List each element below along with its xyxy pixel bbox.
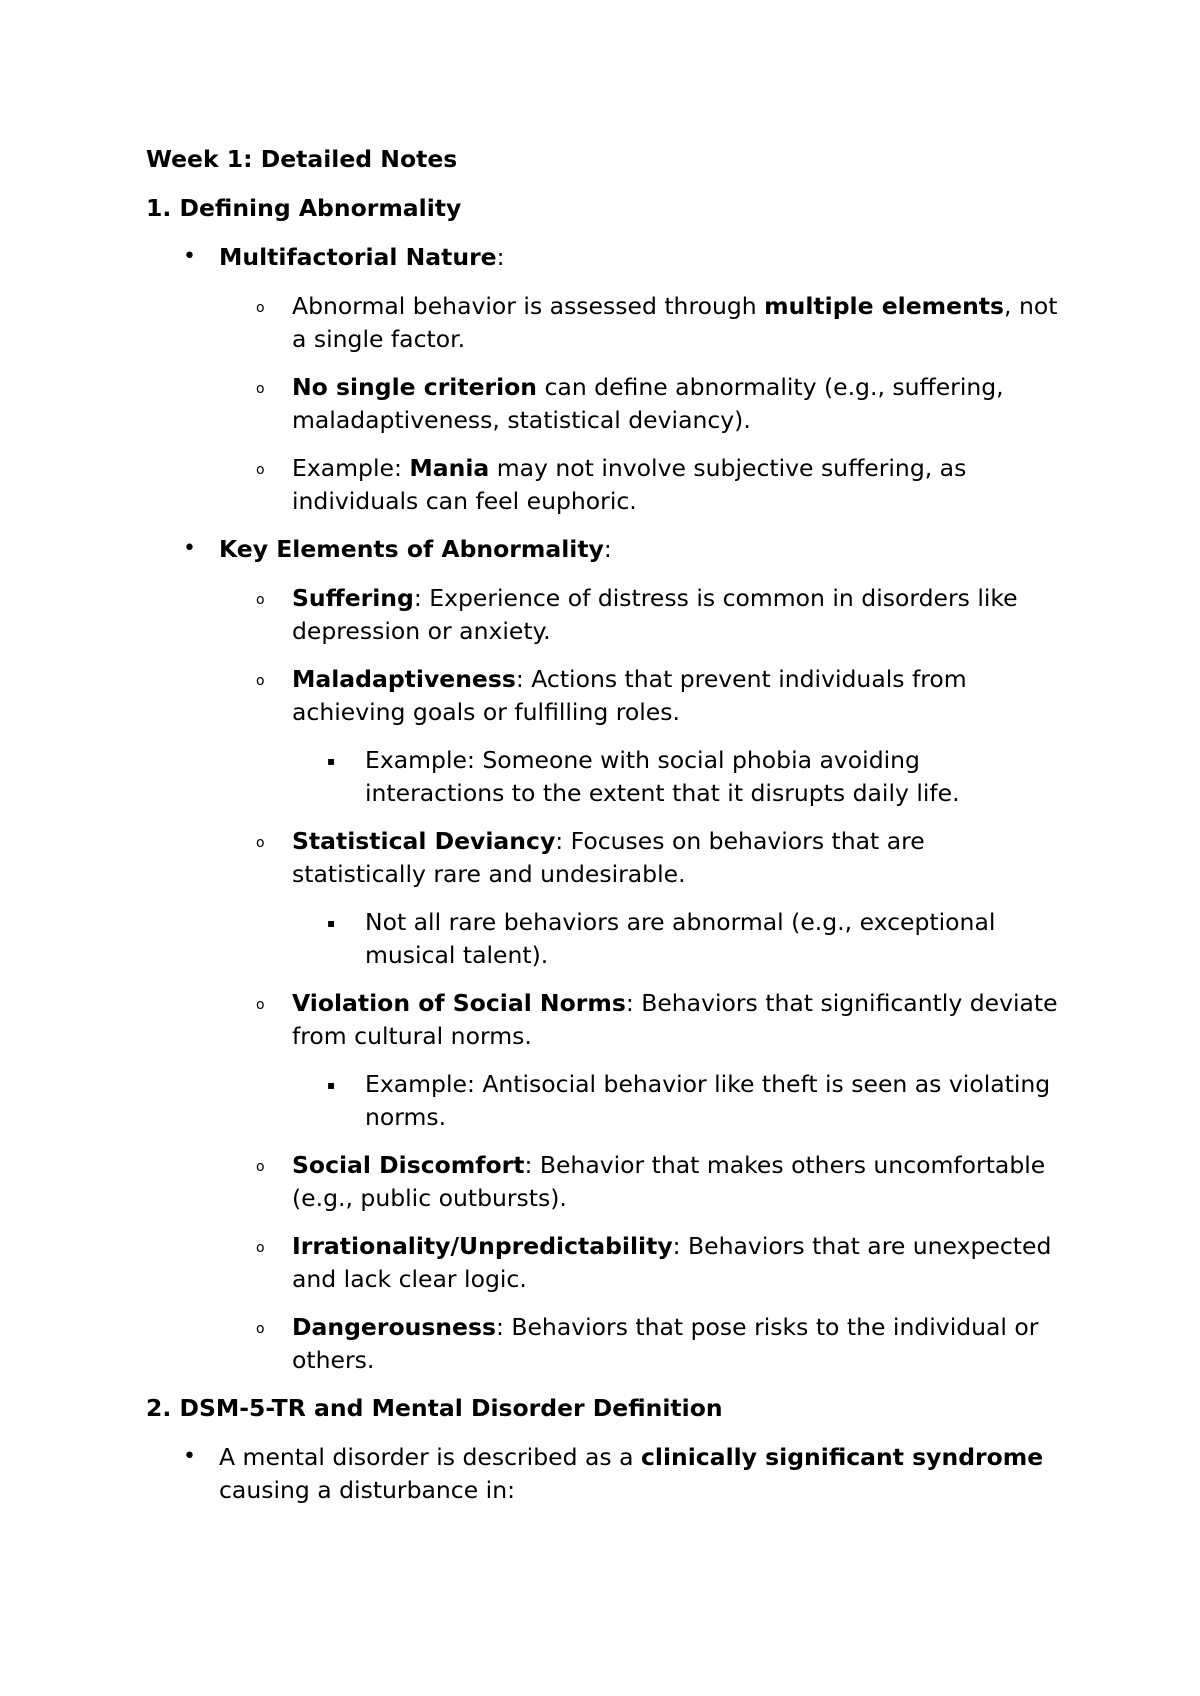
item-bold-text: Mania <box>409 454 490 482</box>
item-text: : Behaviors that pose risks to the individual or others. <box>292 1313 1039 1374</box>
document-title: Week 1: Detailed Notes <box>146 145 458 173</box>
section-heading-2: 2. DSM-5-TR and Mental Disorder Definition <box>146 1394 723 1422</box>
list-item <box>327 906 1055 971</box>
circle-marker: o <box>256 381 265 397</box>
list-item <box>327 744 1055 809</box>
item-bold-text: Suffering <box>292 584 414 612</box>
circle-marker: o <box>256 1321 265 1337</box>
list-item <box>327 1068 1055 1133</box>
item-text: Example: Someone with social phobia avoiding interactions to the extent that it disrupts daily life. <box>365 746 960 807</box>
item-bold-text: clinically significant syndrome <box>640 1443 1044 1471</box>
bullet-marker: • <box>183 244 196 269</box>
item-bold-text: Violation of Social Norms <box>292 989 626 1017</box>
square-marker: ▪ <box>327 754 336 768</box>
item-label: Multifactorial Nature <box>219 243 497 271</box>
list-item <box>256 371 1062 436</box>
circle-marker: o <box>256 1240 265 1256</box>
item-text: : Behaviors that are unexpected and lack clear logic. <box>292 1232 1052 1293</box>
list-item <box>256 663 1062 728</box>
item-bold-text: Maladaptiveness <box>292 665 516 693</box>
item-bold-text: Dangerousness <box>292 1313 496 1341</box>
item-text: Abnormal behavior is assessed through <box>292 292 765 320</box>
item-suffix: : <box>603 535 612 563</box>
list-item <box>256 290 1062 355</box>
item-bold-text: Irrationality/Unpredictability <box>292 1232 673 1260</box>
bullet-marker: • <box>183 536 196 561</box>
item-text: : Behaviors that significantly deviate from cultural norms. <box>292 989 1058 1050</box>
list-item <box>256 1149 1062 1214</box>
list-item <box>256 582 1062 647</box>
item-bold-text: No single criterion <box>292 373 538 401</box>
item-suffix: : <box>496 243 505 271</box>
list-item <box>183 241 1059 274</box>
list-item <box>256 452 1062 517</box>
circle-marker: o <box>256 462 265 478</box>
square-marker: ▪ <box>327 916 336 930</box>
section-heading-1: 1. Defining Abnormality <box>146 194 462 222</box>
item-text: causing a disturbance in: <box>219 1475 515 1504</box>
circle-marker: o <box>256 835 265 851</box>
item-text: can define abnormality (e.g., suffering, maladaptiveness, statistical deviancy). <box>292 373 1004 434</box>
list-item <box>256 987 1062 1052</box>
item-text: : Behavior that makes others uncomfortable (e.g., public outbursts). <box>292 1151 1046 1212</box>
item-text: : Actions that prevent individuals from achieving goals or fulfilling roles. <box>292 665 967 726</box>
circle-marker: o <box>256 997 265 1013</box>
item-text: : Experience of distress is common in disorders like depression or anxiety. <box>292 584 1018 645</box>
item-bold-text: Statistical Deviancy <box>292 827 556 855</box>
item-text: Example: <box>292 454 410 482</box>
item-text: may not involve subjective suffering, as individuals can feel euphoric. <box>292 454 967 515</box>
square-marker: ▪ <box>327 1078 336 1092</box>
circle-marker: o <box>256 592 265 608</box>
bullet-marker: • <box>183 1444 196 1469</box>
item-text: , not a single factor. <box>292 292 1058 353</box>
list-item <box>256 1230 1062 1295</box>
list-item <box>256 825 1062 890</box>
item-text: Example: Antisocial behavior like theft is seen as violating norms. <box>365 1070 1051 1131</box>
circle-marker: o <box>256 300 265 316</box>
item-text: A mental disorder is described as a <box>219 1443 641 1471</box>
item-bold-text: multiple elements <box>764 292 1005 320</box>
list-item <box>183 1441 1059 1506</box>
item-text: : Focuses on behaviors that are statistically rare and undesirable. <box>292 827 925 888</box>
item-label: Key Elements of Abnormality <box>219 535 604 563</box>
list-item <box>183 533 1059 566</box>
circle-marker: o <box>256 673 265 689</box>
item-bold-text: Social Discomfort <box>292 1151 525 1179</box>
circle-marker: o <box>256 1159 265 1175</box>
list-item <box>256 1311 1062 1376</box>
item-text: Not all rare behaviors are abnormal (e.g., exceptional musical talent). <box>365 908 996 969</box>
